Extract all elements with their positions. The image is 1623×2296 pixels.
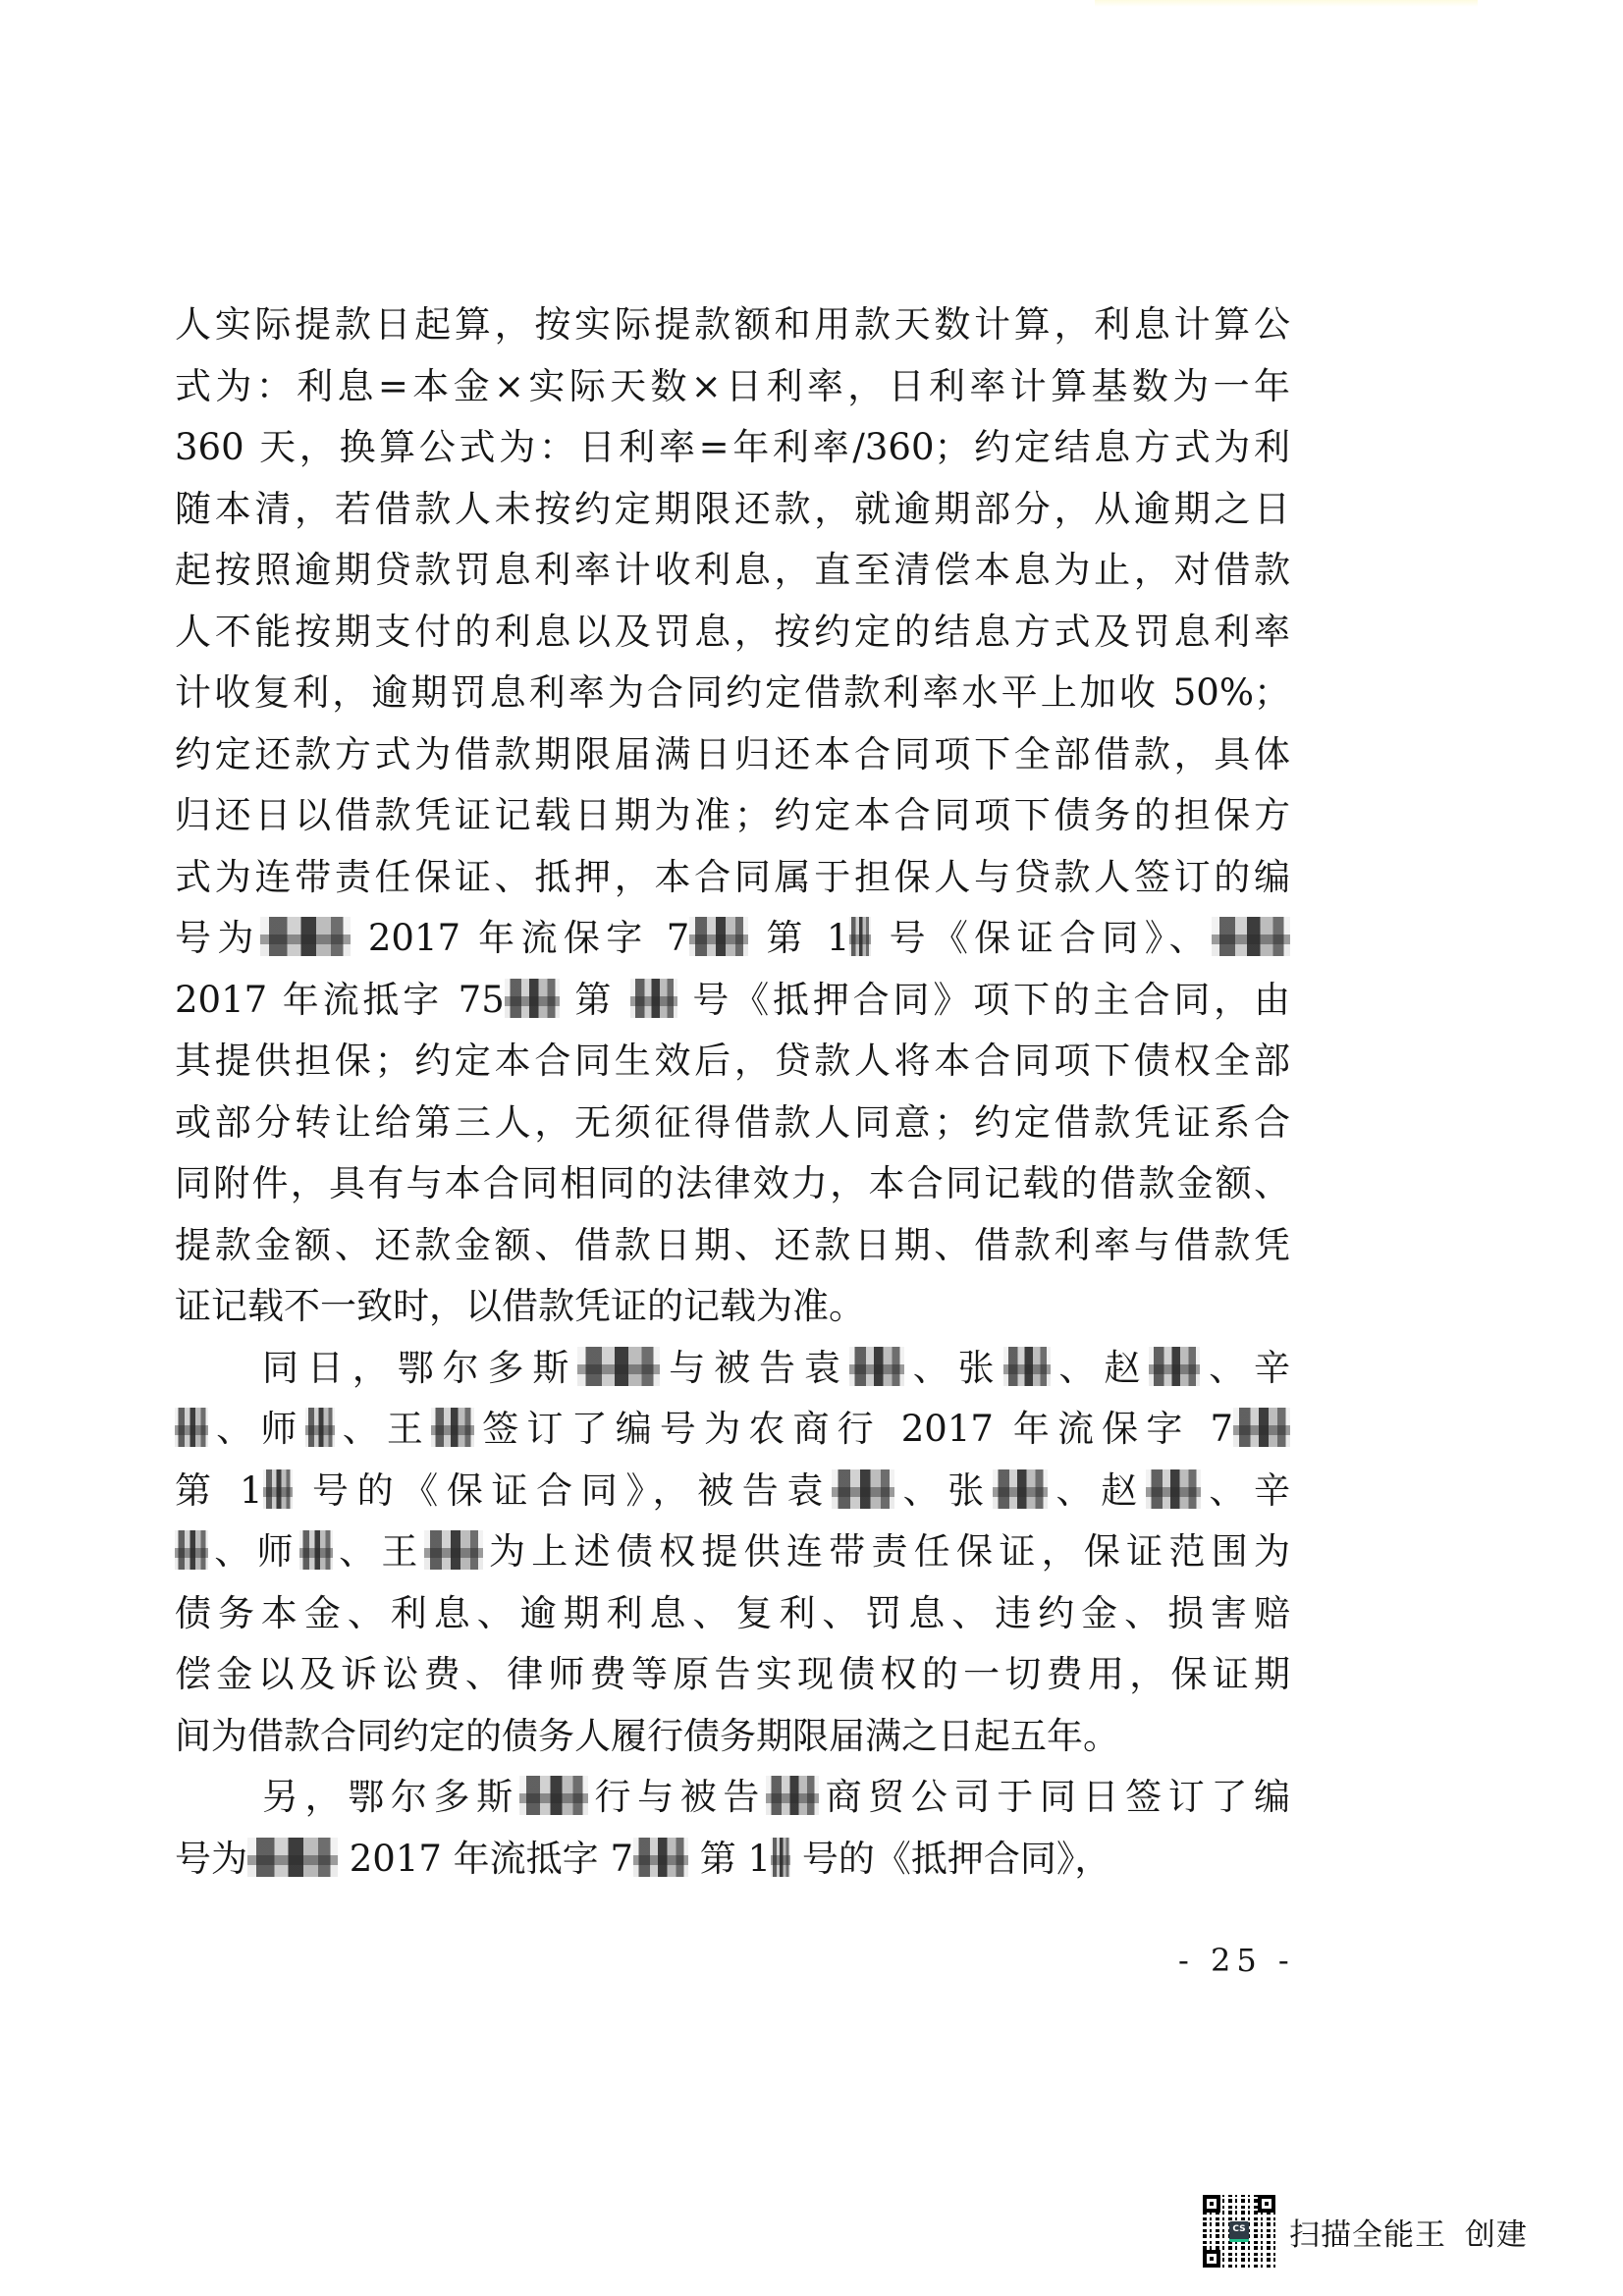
text-line	[175, 914, 1290, 976]
text-segment: 、赵	[1047, 1468, 1146, 1512]
redaction-mosaic	[771, 1838, 790, 1877]
redaction-mosaic	[175, 1530, 208, 1570]
redaction-mosaic	[630, 979, 677, 1018]
text-line	[175, 1527, 1290, 1589]
text-segment: 号为	[175, 1837, 247, 1880]
text-line: 债务本金、利息、逾期利息、复利、罚息、违约金、损害赔	[175, 1591, 1290, 1634]
text-line: 偿金以及诉讼费、律师费等原告实现债权的一切费用，保证期	[175, 1653, 1290, 1695]
text-line: 约定还款方式为借款期限届满日归还本合同项下全部借款，具体	[175, 732, 1290, 775]
text-line	[175, 1405, 1290, 1467]
redaction-mosaic	[299, 1530, 333, 1570]
redaction-mosaic	[1149, 1347, 1200, 1386]
text-line: 计收复利，逾期罚息利率为合同约定借款利率水平上加收 50%；	[175, 671, 1290, 714]
text-line: 其提供担保；约定本合同生效后，贷款人将本合同项下债权全部	[175, 1040, 1290, 1082]
text-line	[175, 1773, 1290, 1835]
text-line	[175, 1467, 1290, 1528]
redaction-mosaic	[832, 1469, 894, 1509]
text-line: 间为借款合同约定的债务人履行债务期限届满之日起五年。	[175, 1714, 1119, 1757]
qr-code-icon	[1201, 2193, 1277, 2269]
camscanner-logo-icon: CS	[1229, 2221, 1249, 2242]
text-segment: 第	[559, 978, 630, 1021]
qr-finder-icon	[1203, 2195, 1220, 2213]
redaction-mosaic	[577, 1347, 660, 1386]
watermark-text: 扫描全能王 创建	[1289, 2216, 1528, 2253]
text-line	[175, 976, 1290, 1038]
redaction-mosaic	[689, 917, 748, 956]
text-segment: 、王	[334, 1408, 432, 1450]
text-segment: 、师	[208, 1530, 299, 1573]
text-line: 360 天，换算公式为：日利率=年利率/360；约定结息方式为利	[175, 426, 1290, 468]
text-segment: 、辛	[1200, 1468, 1291, 1512]
text-segment: 行与被告	[587, 1776, 767, 1818]
text-line	[175, 1835, 1290, 1896]
text-line: 式为：利息=本金×实际天数×日利率，日利率计算基数为一年	[175, 364, 1290, 407]
redaction-mosaic	[247, 1838, 338, 1877]
text-line: 人实际提款日起算，按实际提款额和用款天数计算，利息计算公	[175, 303, 1290, 346]
text-line	[175, 1344, 1290, 1406]
redaction-mosaic	[849, 917, 871, 956]
text-segment: 第 1	[748, 917, 850, 959]
text-segment: 号为	[175, 917, 260, 959]
text-line: 或部分转让给第三人，无须征得借款人同意；约定借款凭证系合	[175, 1100, 1290, 1144]
text-line: 式为连带责任保证、抵押，本合同属于担保人与贷款人签订的编	[175, 855, 1290, 898]
text-segment: 号的《抵押合同》，	[790, 1837, 1111, 1880]
redaction-mosaic	[1212, 917, 1290, 956]
text-segment: 、张	[903, 1346, 1003, 1389]
redaction-mosaic	[175, 1408, 208, 1447]
redaction-mosaic	[633, 1838, 688, 1877]
redaction-mosaic	[431, 1408, 474, 1447]
redaction-mosaic	[849, 1347, 904, 1386]
text-line: 归还日以借款凭证记载日期为准；约定本合同项下债务的担保方	[175, 794, 1290, 836]
text-segment: 商贸公司于同日签订了编	[819, 1776, 1291, 1818]
text-segment: 另，鄂尔多斯	[262, 1776, 519, 1818]
text-line: 起按照逾期贷款罚息利率计收利息，直至清偿本息为止，对借款	[175, 549, 1290, 591]
text-line: 证记载不一致时，以借款凭证的记载为准。	[175, 1285, 865, 1327]
document-body	[175, 300, 1290, 1896]
redaction-mosaic	[1146, 1469, 1201, 1509]
qr-finder-icon	[1203, 2250, 1220, 2268]
text-segment: 号《抵押合同》项下的主合同，由	[676, 978, 1290, 1021]
text-segment: 、王	[332, 1530, 424, 1573]
text-segment: 、师	[208, 1408, 305, 1450]
redaction-mosaic	[424, 1530, 483, 1570]
text-segment: 2017 年流抵字 75	[175, 978, 505, 1021]
text-line: 同附件，具有与本合同相同的法律效力，本合同记载的借款金额、	[175, 1162, 1290, 1204]
text-segment: 同日，鄂尔多斯	[262, 1346, 578, 1389]
redaction-mosaic	[1003, 1347, 1051, 1386]
text-segment: 第 1	[175, 1468, 263, 1512]
redaction-mosaic	[260, 917, 351, 956]
page-number: - 25 -	[1178, 1942, 1295, 1979]
text-segment: 号的《保证合同》，被告袁	[292, 1468, 832, 1512]
redaction-mosaic	[505, 979, 560, 1018]
text-segment: 签订了编号为农商行 2017 年流保字 7	[474, 1408, 1234, 1450]
redaction-mosaic	[519, 1776, 588, 1815]
scanner-watermark	[1201, 2192, 1528, 2270]
text-segment: 第 1	[688, 1837, 772, 1880]
text-line: 提款金额、还款金额、借款日期、还款日期、借款利率与借款凭	[175, 1223, 1290, 1266]
text-segment: 、赵	[1050, 1346, 1150, 1389]
text-segment: 2017 年流保字 7	[350, 917, 690, 959]
text-segment: 、张	[893, 1468, 993, 1512]
redaction-mosaic	[1233, 1408, 1290, 1447]
text-segment: 为上述债权提供连带责任保证，保证范围为	[482, 1530, 1291, 1573]
text-segment: 号《保证合同》、	[871, 917, 1212, 959]
redaction-mosaic	[766, 1776, 819, 1815]
redaction-mosaic	[263, 1469, 293, 1509]
redaction-mosaic	[993, 1469, 1048, 1509]
text-segment: 、辛	[1200, 1346, 1291, 1389]
text-segment: 2017 年流抵字 7	[338, 1837, 633, 1880]
qr-finder-icon	[1258, 2195, 1275, 2213]
text-line: 随本清，若借款人未按约定期限还款，就逾期部分，从逾期之日	[175, 487, 1290, 530]
text-line: 人不能按期支付的利息以及罚息，按约定的结息方式及罚息利率	[175, 610, 1290, 653]
scan-edge-tint	[1095, 0, 1478, 7]
redaction-mosaic	[305, 1408, 335, 1447]
text-segment: 与被告袁	[660, 1346, 849, 1389]
